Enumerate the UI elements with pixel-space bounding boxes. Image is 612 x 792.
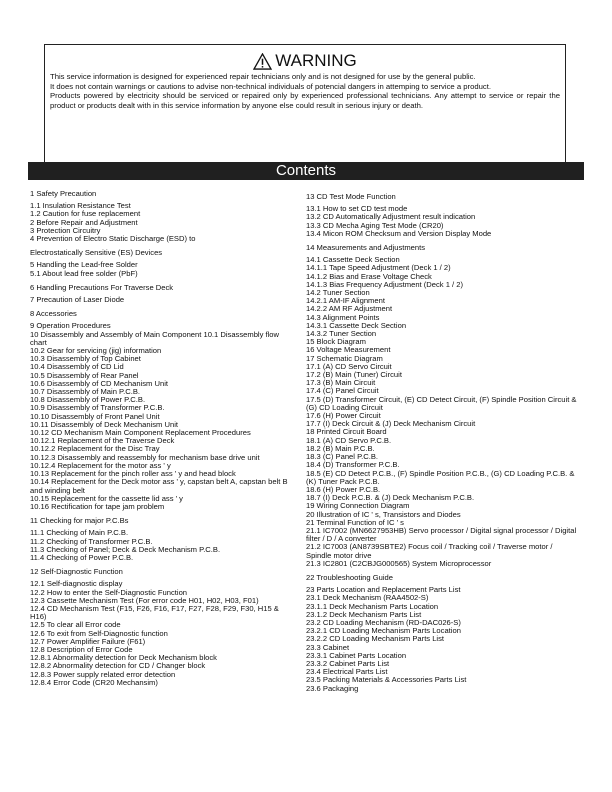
- toc-entry[interactable]: 21.1 IC7002 (MN6627953HB) Servo processor / Digital signal processor / Digital filter / D / A converter: [306, 525, 577, 544]
- toc-entry[interactable]: 17.2 (B) Main (Tuner) Circuit: [306, 370, 402, 380]
- toc-entry[interactable]: 23.5 Packing Materials & Accessories Parts List: [306, 675, 467, 685]
- toc-entry[interactable]: 10.7 Disassembly of Main P.C.B.: [30, 387, 141, 397]
- toc-entry[interactable]: 17.1 (A) CD Servo Circuit: [306, 361, 392, 371]
- toc-entry[interactable]: 15 Block Diagram: [306, 337, 366, 347]
- toc-entry[interactable]: 12.1 Self-diagnostic display: [30, 579, 123, 589]
- toc-entry[interactable]: 19 Wiring Connection Diagram: [306, 501, 410, 511]
- toc-entry[interactable]: 10.12 CD Mechanism Main Component Replacement Procedures: [30, 428, 251, 438]
- toc-entry[interactable]: 18.6 (H) Power P.C.B.: [306, 484, 381, 494]
- toc-entry[interactable]: 23 Parts Location and Replacement Parts List: [306, 585, 461, 595]
- toc-entry[interactable]: 10.12.1 Replacement of the Traverse Deck: [30, 436, 175, 446]
- toc-entry[interactable]: 14.1 Cassette Deck Section: [306, 255, 400, 265]
- toc-entry[interactable]: 13.4 Micon ROM Checksum and Version Display Mode: [306, 228, 492, 238]
- toc-entry[interactable]: 18.7 (I) Deck P.C.B. & (J) Deck Mechanism P.C.B.: [306, 493, 475, 503]
- warning-title: WARNING: [275, 51, 357, 70]
- toc-entry[interactable]: 10.13 Replacement for the pinch roller ass ' y and head block: [30, 469, 236, 479]
- toc-entry[interactable]: 1 Safety Precaution: [30, 189, 97, 198]
- toc-entry[interactable]: 10.11 Disassembly of Deck Mechanism Unit: [30, 419, 178, 429]
- toc-entry[interactable]: 10.12.4 Replacement for the motor ass ' y: [30, 460, 171, 470]
- toc-entry[interactable]: 12.4 CD Mechanism Test (F15, F26, F16, F17, F27, F28, F29, F30, H15 & H16): [30, 603, 279, 622]
- contents-title: Contents: [28, 162, 584, 180]
- toc-entry[interactable]: 10.12.2 Replacement for the Disc Tray: [30, 444, 160, 454]
- toc-entry[interactable]: 10.2 Gear for servicing (jig) information: [30, 346, 162, 356]
- toc-entry[interactable]: 17 Schematic Diagram: [306, 353, 383, 363]
- toc-entry[interactable]: 10 Disassembly and Assembly of Main Component 10.1 Disassembly flow chart: [30, 329, 280, 347]
- toc-entry[interactable]: 17.4 (C) Panel Circuit: [306, 386, 379, 396]
- toc-entry[interactable]: 18.1 (A) CD Servo P.C.B.: [306, 435, 392, 445]
- toc-entry[interactable]: 9 Operation Procedures: [30, 321, 111, 331]
- toc-entry[interactable]: 17.7 (I) Deck Circuit & (J) Deck Mechanism Circuit: [306, 419, 476, 429]
- toc-entry[interactable]: 22 Troubleshooting Guide: [306, 572, 393, 582]
- toc-entry[interactable]: 12.8.4 Error Code (CR20 Mechansim): [30, 677, 158, 687]
- toc-entry[interactable]: 23.2 CD Loading Mechanism (RD-DAC026-S): [306, 617, 461, 627]
- toc-entry[interactable]: 14.3.2 Tuner Section: [306, 329, 377, 339]
- toc-entry[interactable]: 12.5 To clear all Error code: [30, 620, 121, 630]
- toc-entry[interactable]: 11.4 Checking of Power P.C.B.: [30, 552, 134, 562]
- toc-entry[interactable]: 11.2 Checking of Transformer P.C.B.: [30, 536, 153, 546]
- toc-entry[interactable]: 17.3 (B) Main Circuit: [306, 378, 376, 388]
- toc-entry[interactable]: 23.1.2 Deck Mechanism Parts List: [306, 609, 422, 619]
- toc-entry[interactable]: 10.5 Disassembly of Rear Panel: [30, 370, 139, 380]
- toc-entry[interactable]: 23.6 Packaging: [306, 683, 359, 693]
- toc-entry[interactable]: 23.2.1 CD Loading Mechanism Parts Location: [306, 626, 461, 636]
- warning-triangle-icon: [253, 53, 272, 70]
- toc-entry[interactable]: 13.2 CD Automatically Adjustment result indication: [306, 212, 476, 222]
- toc-entry[interactable]: 11.1 Checking of Main P.C.B.: [30, 528, 129, 538]
- toc-entry[interactable]: 10.10 Disassembly of Front Panel Unit: [30, 411, 160, 421]
- toc-entry[interactable]: 5 Handling the Lead-free Solder: [30, 260, 138, 270]
- warning-paragraph: Products powered by electricity should be serviced or repaired only by experienced professional technicians. Any attempt to service or repair the product or products dealt with in this service information by anyone else could result in serious injury or death.: [50, 91, 560, 110]
- toc-entry[interactable]: 17.6 (H) Power Circuit: [306, 411, 381, 421]
- toc-entry[interactable]: 14.1.3 Bias Frequency Adjustment (Deck 1 / 2): [306, 279, 464, 289]
- toc-entry[interactable]: 12 Self-Diagnostic Function: [30, 567, 123, 577]
- toc-entry[interactable]: 4 Prevention of Electro Static Discharge (ESD) to: [30, 234, 196, 244]
- toc-entry[interactable]: 10.8 Disassembly of Power P.C.B.: [30, 395, 146, 405]
- toc-entry[interactable]: 12.7 Power Amplifier Failure (F61): [30, 636, 146, 646]
- toc-entry[interactable]: 10.14 Replacement for the Deck motor ass ' y, capstan belt A, capstan belt B and winding belt: [30, 477, 288, 495]
- toc-entry[interactable]: 14.1.2 Bias and Erase Voltage Check: [306, 271, 432, 281]
- toc-entry[interactable]: 3 Protection Circuitry: [30, 225, 101, 235]
- toc-left-column: [30, 190, 292, 687]
- warning-box: [44, 44, 566, 164]
- toc-entry[interactable]: 14.2.2 AM RF Adjustment: [306, 304, 393, 314]
- toc-entry[interactable]: 12.8.2 Abnormality detection for CD / Changer block: [30, 661, 206, 671]
- toc-entry[interactable]: 13.3 CD Mecha Aging Test Mode (CR20): [306, 220, 444, 230]
- warning-paragraph: This service information is designed for experienced repair technicians only and is not designed for use by the general public.: [50, 72, 476, 81]
- toc-entry[interactable]: 1.1 Insulation Resistance Test: [30, 201, 131, 211]
- toc-entry[interactable]: 14.3 Alignment Points: [306, 312, 380, 322]
- toc-entry[interactable]: 23.1 Deck Mechanism (RAA4502-S): [306, 593, 429, 603]
- toc-entry[interactable]: 10.4 Disassembly of CD Lid: [30, 362, 124, 372]
- toc-entry[interactable]: 10.12.3 Disassembly and reassembly for mechanism base drive unit: [30, 452, 260, 462]
- warning-text: [50, 72, 560, 110]
- toc-entry[interactable]: 14.3.1 Cassette Deck Section: [306, 320, 407, 330]
- toc-entry[interactable]: 23.3 Cabinet: [306, 642, 350, 652]
- toc-entry[interactable]: 12.8.3 Power supply related error detection: [30, 669, 176, 679]
- toc-entry[interactable]: 18.2 (B) Main P.C.B.: [306, 443, 375, 453]
- toc-entry[interactable]: 20 Illustration of IC ' s, Transistors and Diodes: [306, 509, 461, 519]
- toc-entry[interactable]: 12.6 To exit from Self-Diagnostic function: [30, 628, 168, 638]
- toc-entry[interactable]: 21.2 IC7003 (AN8739SBTE2) Focus coil / Tracking coil / Traverse motor / Spindle motor drive: [306, 542, 553, 560]
- toc-entry[interactable]: 7 Precaution of Laser Diode: [30, 295, 125, 305]
- toc-entry[interactable]: 23.1.1 Deck Mechanism Parts Location: [306, 601, 439, 611]
- toc-entry[interactable]: 11 Checking for major P.C.Bs: [30, 516, 129, 526]
- toc-entry[interactable]: 14.2 Tuner Section: [306, 288, 370, 298]
- toc-entry[interactable]: 12.8.1 Abnormality detection for Deck Mechanism block: [30, 653, 217, 663]
- warning-heading: [50, 50, 560, 72]
- toc-entry[interactable]: 10.15 Replacement for the cassette lid ass ' y: [30, 493, 183, 503]
- toc-entry[interactable]: Electrostatically Sensitive (ES) Devices: [30, 248, 163, 258]
- toc-entry[interactable]: 6 Handling Precautions For Traverse Deck: [30, 282, 174, 292]
- toc-entry[interactable]: 12.8 Description of Error Code: [30, 644, 133, 654]
- toc-entry[interactable]: 10.6 Disassembly of CD Mechanism Unit: [30, 378, 169, 388]
- toc-entry[interactable]: 11.3 Checking of Panel; Deck & Deck Mechanism P.C.B.: [30, 544, 221, 554]
- toc-entry[interactable]: 14.1.1 Tape Speed Adjustment (Deck 1 / 2): [306, 263, 451, 273]
- toc-entry[interactable]: 10.3 Disassembly of Top Cabinet: [30, 354, 141, 364]
- toc-entry[interactable]: 18.4 (D) Transformer P.C.B.: [306, 460, 400, 470]
- toc-entry[interactable]: 18 Printed Circuit Board: [306, 427, 387, 437]
- toc-entry[interactable]: 5.1 About lead free solder (PbF): [30, 268, 138, 278]
- toc-entry[interactable]: 2 Before Repair and Adjustment: [30, 217, 138, 227]
- toc-entry[interactable]: 21.3 IC2801 (C2CBJG000565) System Microprocessor: [306, 558, 492, 568]
- toc-entry[interactable]: 16 Voltage Measurement: [306, 345, 391, 355]
- toc-entry[interactable]: 13.1 How to set CD test mode: [306, 204, 408, 214]
- toc-entry[interactable]: 21 Terminal Function of IC ' s: [306, 517, 404, 527]
- toc-right-column: [306, 193, 578, 693]
- toc-entry[interactable]: 10.9 Disassembly of Transformer P.C.B.: [30, 403, 165, 413]
- toc-entry[interactable]: 14.2.1 AM-IF Alignment: [306, 296, 385, 306]
- toc-entry[interactable]: 18.5 (E) CD Detect P.C.B., (F) Spindle Position P.C.B., (G) CD Loading P.C.B. & (K) Tuner Pack P.C.B.: [306, 468, 575, 486]
- toc-entry[interactable]: 12.2 How to enter the Self-Diagnostic Function: [30, 587, 188, 597]
- toc-entry[interactable]: 23.3.2 Cabinet Parts List: [306, 658, 390, 668]
- toc-entry[interactable]: 23.3.1 Cabinet Parts Location: [306, 650, 407, 660]
- toc-entry[interactable]: 8 Accessories: [30, 309, 77, 319]
- toc-entry[interactable]: 10.16 Rectification for tape jam problem: [30, 501, 165, 511]
- toc-entry[interactable]: 23.4 Electrical Parts List: [306, 667, 388, 677]
- toc-entry[interactable]: 23.2.2 CD Loading Mechanism Parts List: [306, 634, 445, 644]
- toc-entry[interactable]: 13 CD Test Mode Function: [306, 192, 396, 201]
- warning-paragraph: It does not contain warnings or cautions to advise non-technical individuals of potencial dangers in attemping to service a product.: [50, 81, 492, 91]
- toc-entry[interactable]: 1.2 Caution for fuse replacement: [30, 209, 141, 219]
- toc-entry[interactable]: 12.3 Cassette Mechanism Test (For error code H01, H02, H03, F01): [30, 595, 259, 605]
- toc-entry[interactable]: 18.3 (C) Panel P.C.B.: [306, 452, 379, 462]
- toc-entry[interactable]: 17.5 (D) Transformer Circuit, (E) CD Detect Circuit, (F) Spindle Position Circuit & (G) CD Loading Circuit: [306, 394, 577, 412]
- toc-entry[interactable]: 14 Measurements and Adjustments: [306, 243, 426, 253]
